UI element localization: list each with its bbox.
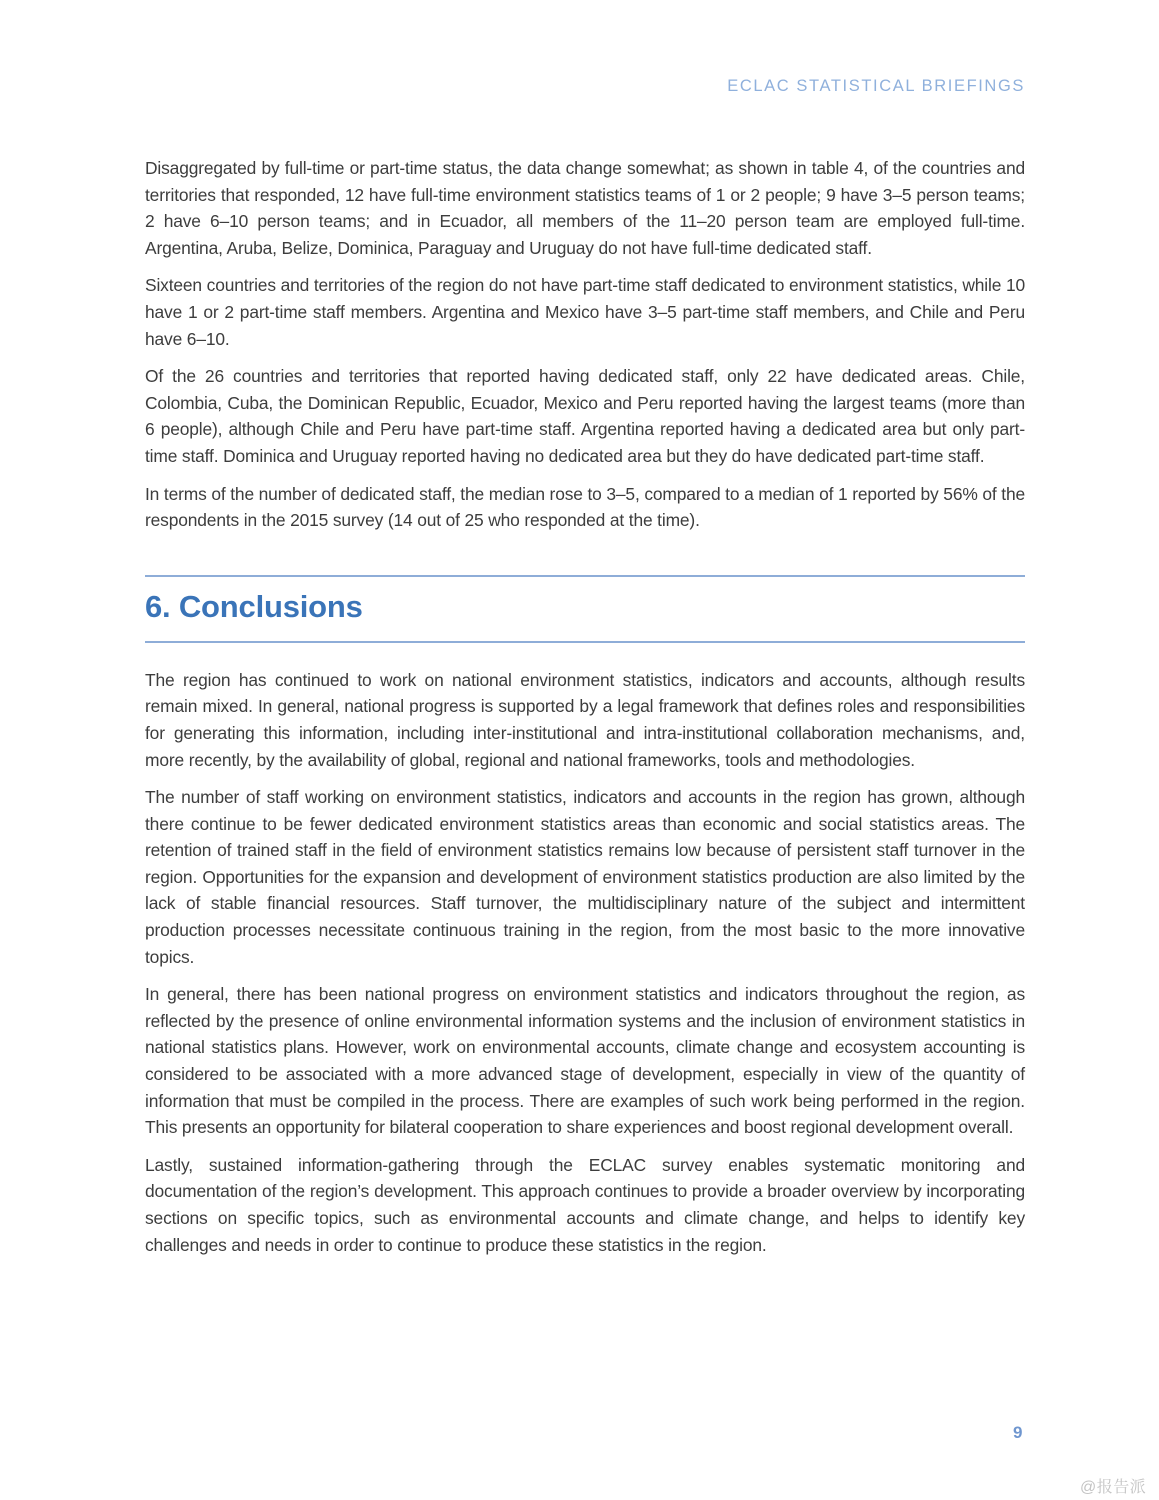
body-paragraph: Disaggregated by full-time or part-time status, the data change somewhat; as shown in table 4, of the countries and territories that responded, 12 have full-time environment statistics teams of 1 or 2 people; 9 have 3–5 person teams; 2 have 6–10 person teams; and in Ecuador, all members of the 11–20 person team are employed full-time. Argentina, Aruba, Belize, Dominica, Paraguay and Uruguay do not have full-time dedicated staff.: [145, 158, 1025, 258]
body-paragraph: The region has continued to work on national environment statistics, indicators and accounts, although results remain mixed. In general, national progress is supported by a legal framework that defines roles and responsibilities for generating this information, including inter-institutional and intra-institutional collaboration mechanisms, and, more recently, by the availability of global, regional and national frameworks, tools and methodologies.: [145, 669, 1025, 770]
page-number: 9: [1013, 1423, 1023, 1442]
body-paragraph: In general, there has been national progress on environment statistics and indicators throughout the region, as reflected by the presence of online environmental information systems and the inclusion of environment statistics in national statistics plans. However, work on environmental accounts, climate change and ecosystem accounting is considered to be associated with a more advanced stage of development, especially in view of the quantity of information that must be compiled in the process. There are examples of such work being performed in the region. This presents an opportunity for bilateral cooperation to share experiences and boost regional development overall.: [145, 984, 1025, 1138]
section-title: 6. Conclusions: [145, 588, 363, 624]
body-paragraph: The number of staff working on environment statistics, indicators and accounts in the region has grown, although there continue to be fewer dedicated environment statistics areas than economic and social statistics areas. The retention of trained staff in the field of environment statistics remains low because of persistent staff turnover in the region. Opportunities for the expansion and development of environment statistics production are also limited by the lack of stable financial resources. Staff turnover, the multidisciplinary nature of the subject and intermittent production processes necessitate continuous training in the region, from the most basic to the more innovative topics.: [145, 787, 1025, 967]
running-header: ECLAC STATISTICAL BRIEFINGS: [727, 77, 1025, 95]
body-paragraph: Sixteen countries and territories of the region do not have part-time staff dedicated to environment statistics, while 10 have 1 or 2 part-time staff members. Argentina and Mexico have 3–5 part-time staff members, and Chile and Peru have 6–10.: [145, 275, 1025, 349]
body-paragraph: Of the 26 countries and territories that reported having dedicated staff, only 22 have dedicated areas. Chile, Colombia, Cuba, the Dominican Republic, Ecuador, Mexico and Peru reported having the largest teams (more than 6 people), although Chile and Peru have part-time staff. Argentina reported having a dedicated area but only part-time staff. Dominica and Uruguay reported having no dedicated area but they do have dedicated part-time staff.: [145, 366, 1025, 466]
watermark: @报告派: [1080, 1479, 1147, 1496]
section-bottom-rule: [145, 641, 1025, 643]
page-content: [145, 155, 1025, 1269]
section-body: [145, 667, 1025, 1258]
body-paragraph: Lastly, sustained information-gathering through the ECLAC survey enables systematic monitoring and documentation of the region’s development. This approach continues to provide a broader overview by incorporating sections on specific topics, such as environmental accounts and climate change, and helps to identify key challenges and needs in order to continue to produce these statistics in the region.: [145, 1154, 1025, 1255]
conclusions-section: [145, 575, 1025, 1258]
body-paragraph: In terms of the number of dedicated staff, the median rose to 3–5, compared to a median of 1 reported by 56% of the respondents in the 2015 survey (14 out of 25 who responded at the time).: [145, 483, 1025, 531]
